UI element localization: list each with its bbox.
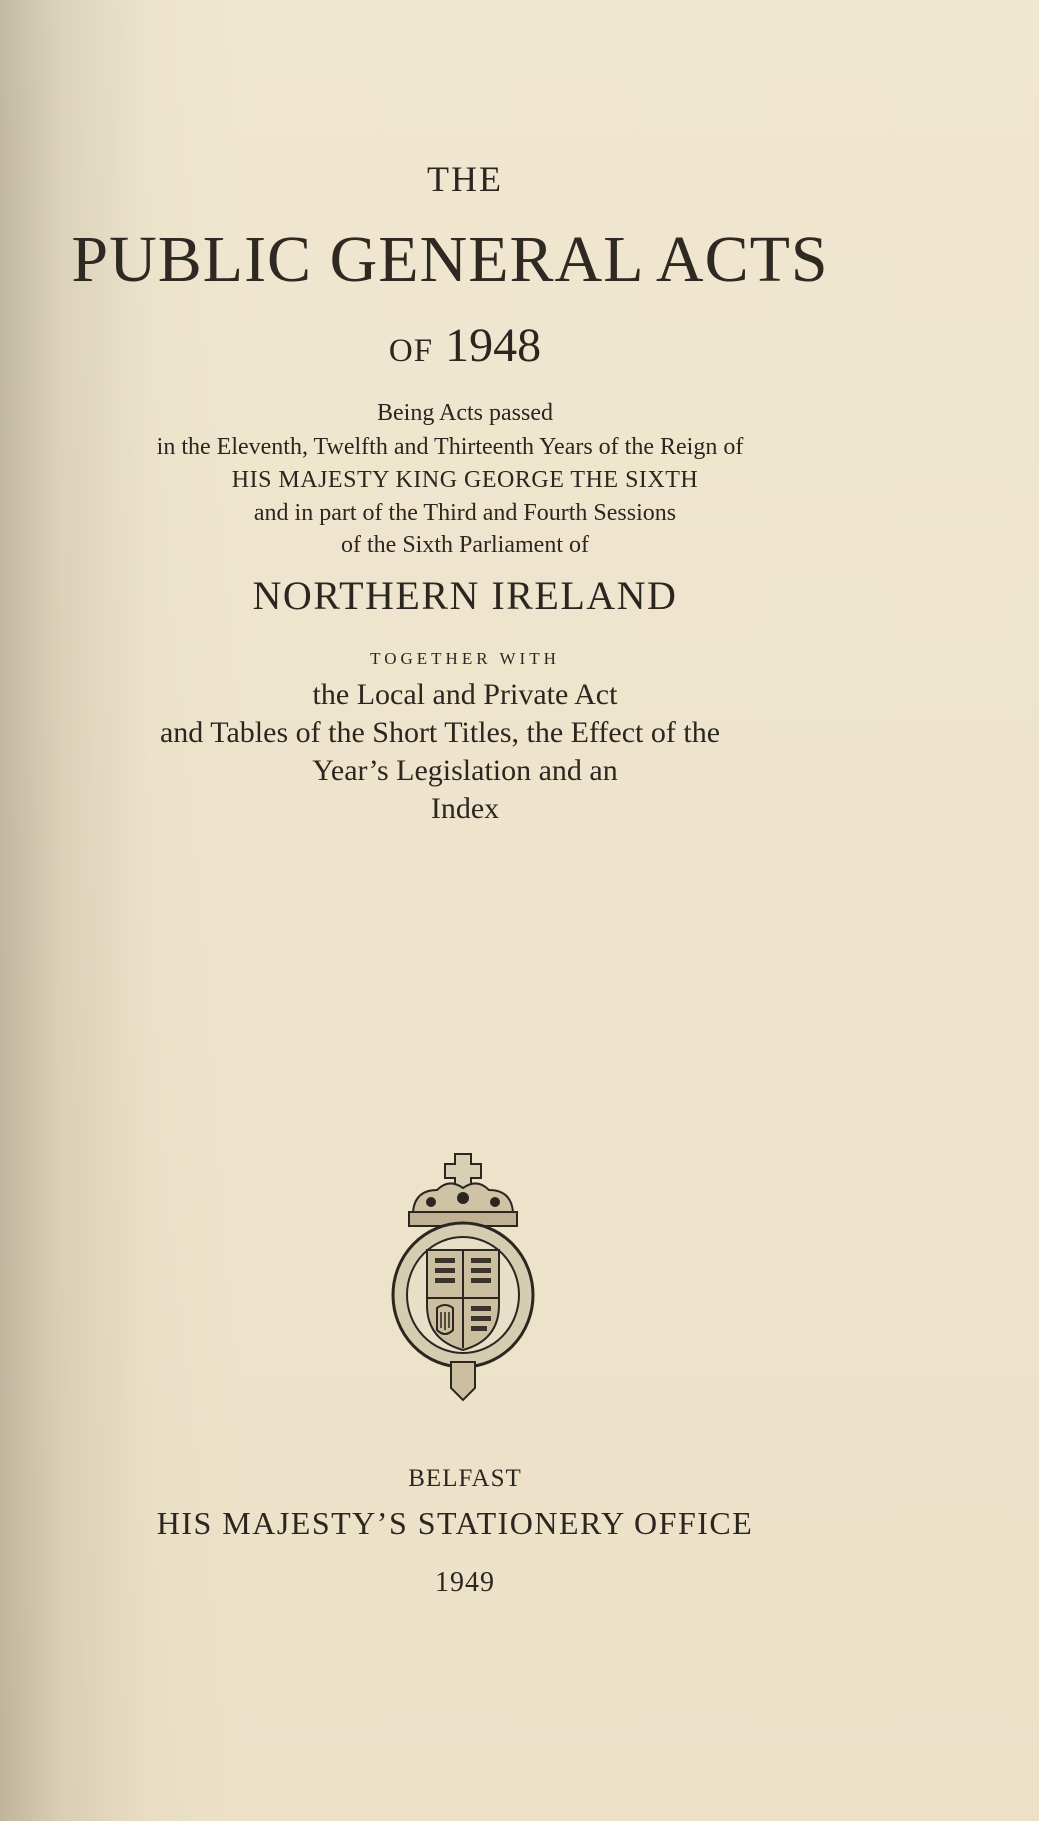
main-title: PUBLIC GENERAL ACTS <box>71 223 829 296</box>
subtitle-line-3: HIS MAJESTY KING GEORGE THE SIXTH <box>231 467 699 493</box>
acts-year: 1948 <box>445 319 542 372</box>
imprint-publisher: HIS MAJESTY’S STATIONERY OFFICE <box>156 1505 754 1541</box>
jurisdiction-heading: NORTHERN IRELAND <box>252 573 678 618</box>
contents-line-3: Year’s Legislation and an <box>312 754 618 787</box>
subtitle-line-2: in the Eleventh, Twelfth and Thirteenth Years of the Reign of <box>156 434 744 460</box>
imprint-year: 1949 <box>435 1567 495 1598</box>
title-the: THE <box>427 159 503 199</box>
imprint-place: BELFAST <box>408 1465 522 1492</box>
subtitle-line-5: of the Sixth Parliament of <box>341 532 589 558</box>
of-label: OF <box>388 333 434 369</box>
contents-line-1: the Local and Private Act <box>312 678 618 711</box>
together-with-label: TOGETHER WITH <box>370 649 560 668</box>
contents-line-2: and Tables of the Short Titles, the Effect of the <box>159 716 721 749</box>
subtitle-line-4: and in part of the Third and Fourth Sessions <box>253 500 677 526</box>
subtitle-line-1: Being Acts passed <box>377 400 553 426</box>
contents-line-4: Index <box>430 792 500 825</box>
royal-coat-of-arms-icon <box>385 1150 541 1402</box>
title-year-line <box>0 318 930 373</box>
